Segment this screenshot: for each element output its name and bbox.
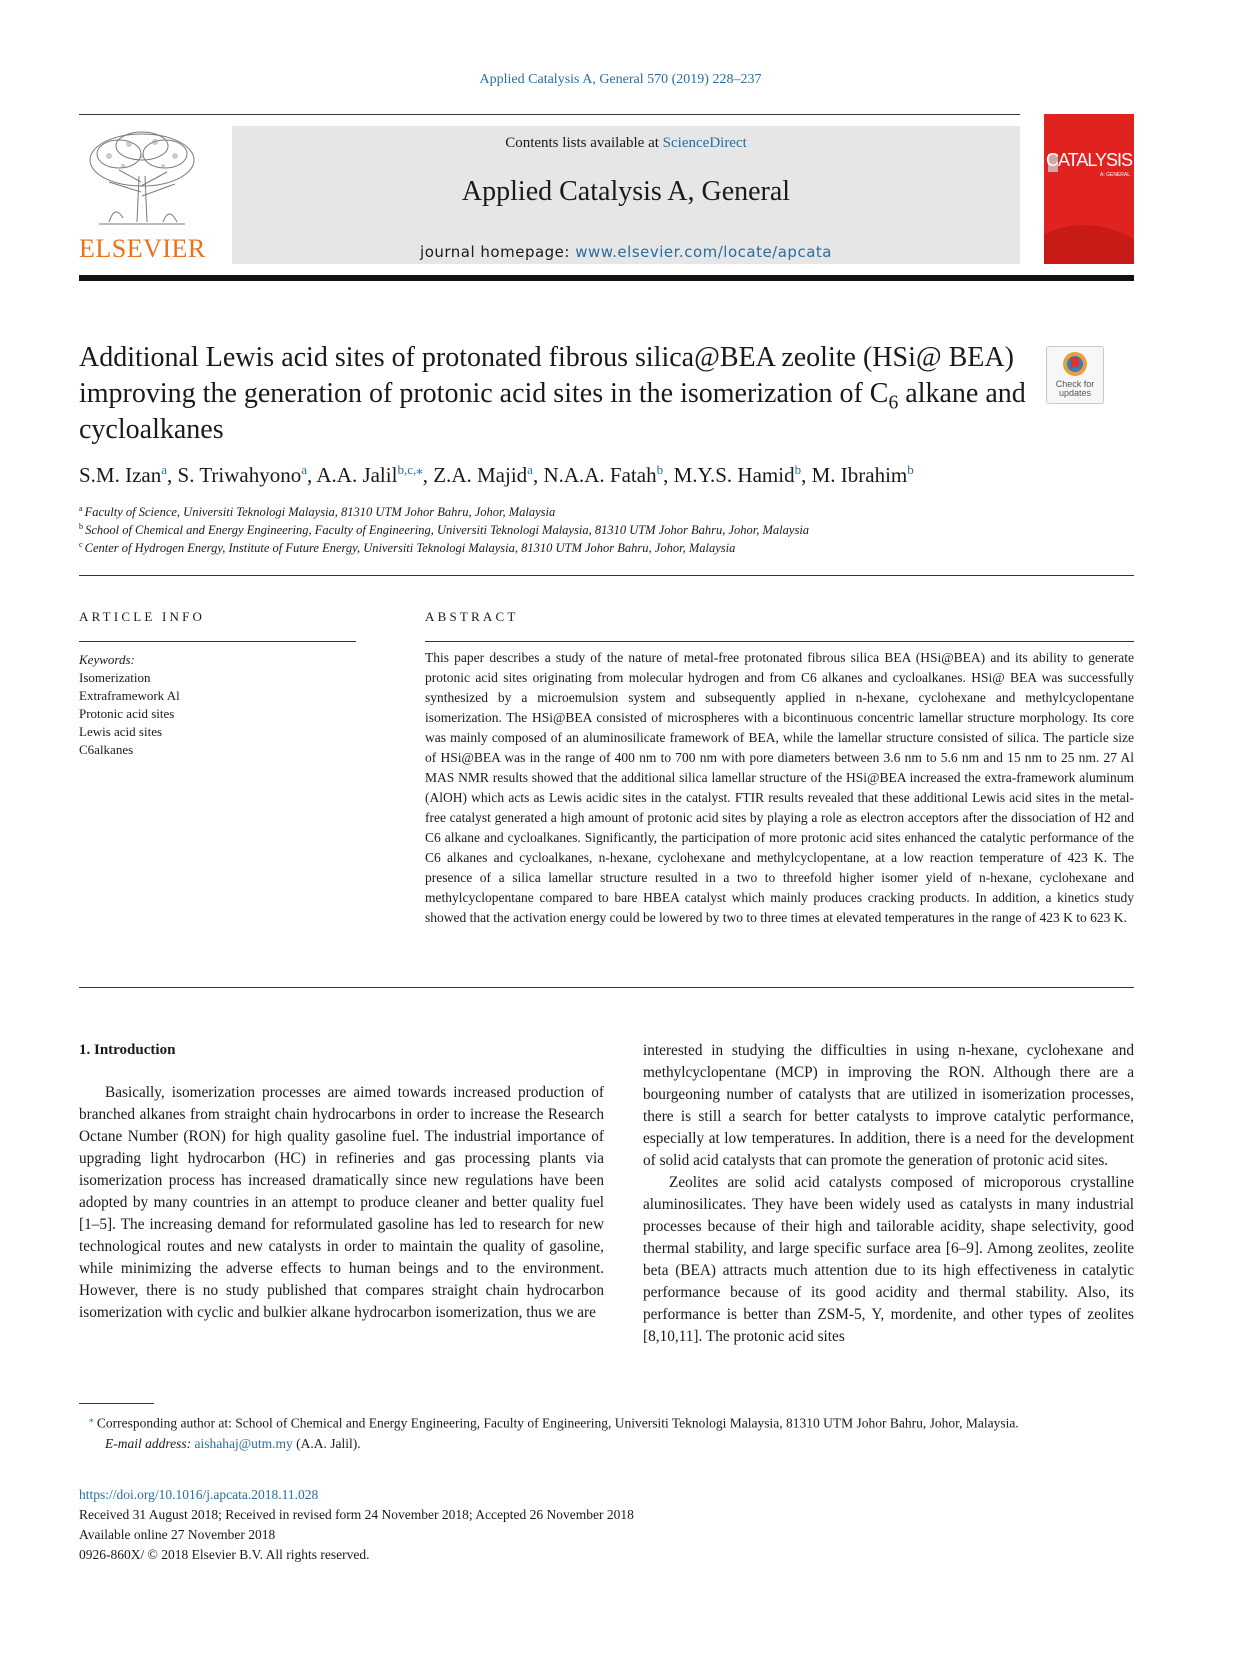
homepage-link[interactable]: www.elsevier.com/locate/apcata	[575, 243, 832, 261]
journal-cover-thumbnail[interactable]	[1044, 114, 1134, 264]
keyword-item: Extraframework Al	[79, 688, 180, 703]
email-suffix: (A.A. Jalil).	[292, 1435, 361, 1451]
received-dates: Received 31 August 2018; Received in revised form 24 November 2018; Accepted 26 November 2018	[79, 1507, 634, 1522]
author-list: S.M. Izan$^a$, S. Triwahyono$^a$, A.A. Jalil$^{b,c,⁎}$, Z.A. Majid$^a$, N.A.A. Fatah$^b$, M.Y.S. Hamid$^b$, M. Ibrahim$^b$	[79, 462, 914, 487]
affiliation-item	[79, 503, 1134, 521]
author-name[interactable]: S. Triwahyono	[177, 463, 302, 487]
intro-paragraph: Basically, isomerization processes are aimed towards increased production of branched alkanes from straight chain hydrocarbons in order to increase the Research Octane Number (RON) for high quality gasoline fuel. The industrial importance of upgrading light hydrocarbon (HC) in refineries and gas processing plants via isomerization process has increased dramatically since new regulations have been adopted by many countries in an attempt to produce cleaner and better quality fuel [1–5]. The increasing demand for reformulated gasoline has led to research for new technological routes and new catalysts in order to maintain the quality of gasoline, while minimizing the adverse effects to human beings and to the environment. However, there is no study published that compares straight chain hydrocarbon isomerization with cyclic and bulkier alkane hydrocarbon isomerization, thus we are	[79, 1084, 604, 1321]
corresponding-author-note: ⁎ Corresponding author at: School of Chemical and Energy Engineering, Faculty of Engineering, Universiti Teknologi Malaysia, 81310 UTM Johor Bahru, Johor, Malaysia.	[89, 1414, 1019, 1431]
contents-prefix: Contents lists available at	[505, 135, 663, 151]
cover-art-icon	[1044, 114, 1134, 264]
affiliation-mark: a	[79, 503, 83, 513]
intro-paragraph: interested in studying the difficulties in using n-hexane, cyclohexane and methylcyclopentane (MCP) in improving the RON. Although there are a bourgeoning number of catalysts that are utilized in isomerization processes, there is still a search for better catalysts to improve catalytic performance, especially at low temperatures. In addition, there is a need for the development of solid acid catalysts that can promote the generation of protonic acid sites.	[643, 1042, 1134, 1169]
section-rule	[79, 987, 1134, 988]
body-column-left	[79, 1082, 604, 1324]
cover-title: CATALYSIS	[1046, 150, 1133, 170]
journal-title: Applied Catalysis A, General	[461, 176, 791, 207]
article-title: Additional Lewis acid sites of protonated fibrous silica@BEA zeolite (HSi@ BEA) improving the generation of protonic acid sites in the isomerization of $C_6$ alkane and cycloalkanes	[79, 342, 1026, 445]
author-affiliation-mark[interactable]: b	[656, 462, 664, 477]
introduction-heading: 1. Introduction	[79, 1042, 176, 1058]
header-top-rule	[79, 114, 1020, 115]
copyright-line: 0926-860X/ © 2018 Elsevier B.V. All rights reserved.	[79, 1547, 370, 1562]
author-name[interactable]: M.Y.S. Hamid	[673, 463, 795, 487]
journal-reference-link[interactable]: Applied Catalysis A, General 570 (2019) 228–237	[479, 72, 762, 87]
header-thick-rule	[79, 275, 1134, 281]
affiliation-text: School of Chemical and Energy Engineering, Faculty of Engineering, Universiti Teknologi Malaysia, 81310 UTM Johor Bahru, Johor, Malaysia	[85, 523, 810, 537]
check-updates-label: Check for updates	[1055, 379, 1095, 398]
contents-line	[232, 135, 1020, 152]
author-affiliation-mark[interactable]: a	[301, 462, 308, 477]
intro-paragraph: Zeolites are solid acid catalysts composed of microporous crystalline aluminosilicates. They have been widely used as catalysts in many industrial processes because of their high and tailorable acidity, shape selectivity, good thermal stability, and large specific surface area [6–9]. Among zeolites, zeolite beta (BEA) attracts much attention due to its high effectiveness in catalytic performance because of its good acidity and thermal stability. Also, its performance is better than ZSM-5, Y, mordenite, and other types of zeolites [8,10,11]. The protonic acid sites	[643, 1174, 1134, 1345]
author-affiliation-mark[interactable]: b	[794, 462, 802, 477]
journal-homepage-line	[232, 243, 1020, 261]
elsevier-tree-icon	[79, 126, 205, 234]
author-affiliation-mark[interactable]: a	[527, 462, 533, 477]
author-name[interactable]: Z.A. Majid	[433, 463, 528, 487]
affiliation-mark: c	[79, 539, 83, 549]
abstract-rule	[425, 641, 1134, 642]
author-affiliation-mark[interactable]: b	[907, 462, 914, 477]
body-column-right	[643, 1040, 1134, 1348]
abstract-text: This paper describes a study of the nature of metal-free protonated fibrous silica BEA (HSi@BEA) and its ability to generate protonic acid sites originating from molecular hydrogen and from C6 alkanes and cycloalkanes. HSi@ BEA was successfully synthesized by a microemulsion system and subsequently applied in n-hexane, cyclohexane and methylcyclopentane isomerization. The HSi@BEA consisted of microspheres with a bicontinuous concentric lamellar structure morphology. Its core was mainly composed of an aluminosilicate framework of BEA, while the lamellar structure consisted of silica. The particle size of HSi@BEA was in the range of 400 nm to 700 nm with pore diameters between 3.6 nm to 5.6 nm and 15 nm to 25 nm. 27 Al MAS NMR results showed that the additional silica lamellar structure of the HSi@BEA increased the extra-framework aluminum (AlOH) which acts as Lewis acidic sites in the catalyst. FTIR results revealed that these additional Lewis acid sites in the metal-free catalyst generated a high amount of protonic acid sites by playing a role as electron acceptors after the dissociation of H2 and C6 alkane and cycloalkanes. Significantly, the participation of more protonic acid sites enhanced the catalytic performance of the C6 alkanes and cycloalkanes, n-hexane, cyclohexane and methylcyclopentane, at a low reaction temperature of 423 K. The presence of a silica lamellar structure resulted in a two to threefold higher isomer yield of n-hexane, cyclohexane and methylcyclopentane compared to bare HBEA catalyst which mainly produces cracking products. In addition, a kinetics study showed that the activation energy could be lowered by two to three times at elevated temperatures in the range of 423 K to 623 K.	[425, 650, 1134, 925]
affiliation-item	[79, 521, 1134, 539]
email-link[interactable]: aishahaj@utm.my	[194, 1435, 293, 1451]
author-name[interactable]: A.A. Jalil	[316, 463, 398, 487]
affiliation-text: Center of Hydrogen Energy, Institute of Future Energy, Universiti Teknologi Malaysia, 81310 UTM Johor Bahru, Johor, Malaysia	[84, 541, 736, 555]
section-rule	[79, 575, 1134, 576]
article-info-heading: ARTICLE INFO	[79, 609, 206, 624]
keyword-item: Isomerization	[79, 670, 151, 685]
available-online-date: Available online 27 November 2018	[79, 1527, 276, 1542]
keyword-item: Protonic acid sites	[79, 706, 175, 721]
affiliation-item	[79, 539, 1134, 557]
keywords-list	[79, 669, 180, 759]
doi-link[interactable]: https://doi.org/10.1016/j.apcata.2018.11.028	[79, 1487, 319, 1502]
email-label: E-mail address:	[105, 1435, 195, 1451]
elsevier-logo	[79, 126, 205, 264]
cover-subtitle: A: GENERAL	[1099, 172, 1130, 178]
sciencedirect-link[interactable]: ScienceDirect	[662, 135, 747, 151]
author-name[interactable]: M. Ibrahim	[811, 463, 908, 487]
footnote-rule	[79, 1403, 154, 1404]
keywords-label: Keywords:	[79, 652, 135, 667]
author-name[interactable]: S.M. Izan	[79, 463, 162, 487]
keyword-item: C6alkanes	[79, 742, 134, 757]
journal-masthead	[232, 126, 1020, 264]
corresponding-author-footnote	[79, 1409, 1134, 1454]
abstract-heading: ABSTRACT	[425, 609, 519, 624]
elsevier-wordmark: ELSEVIER	[79, 234, 206, 263]
check-for-updates-button[interactable]	[1046, 346, 1104, 404]
homepage-prefix: journal homepage:	[420, 243, 576, 261]
affiliation-list	[79, 503, 1134, 557]
keyword-item: Lewis acid sites	[79, 724, 163, 739]
author-affiliation-mark[interactable]: b,c,⁎	[397, 462, 423, 477]
check-updates-icon	[1047, 347, 1103, 381]
article-info-rule	[79, 641, 356, 642]
affiliation-mark: b	[79, 521, 84, 531]
publication-info	[79, 1485, 1134, 1565]
affiliation-text: Faculty of Science, Universiti Teknologi Malaysia, 81310 UTM Johor Bahru, Johor, Malaysia	[84, 505, 556, 519]
author-name[interactable]: N.A.A. Fatah	[543, 463, 657, 487]
email-line	[79, 1434, 1134, 1454]
author-affiliation-mark[interactable]: a	[161, 462, 168, 477]
